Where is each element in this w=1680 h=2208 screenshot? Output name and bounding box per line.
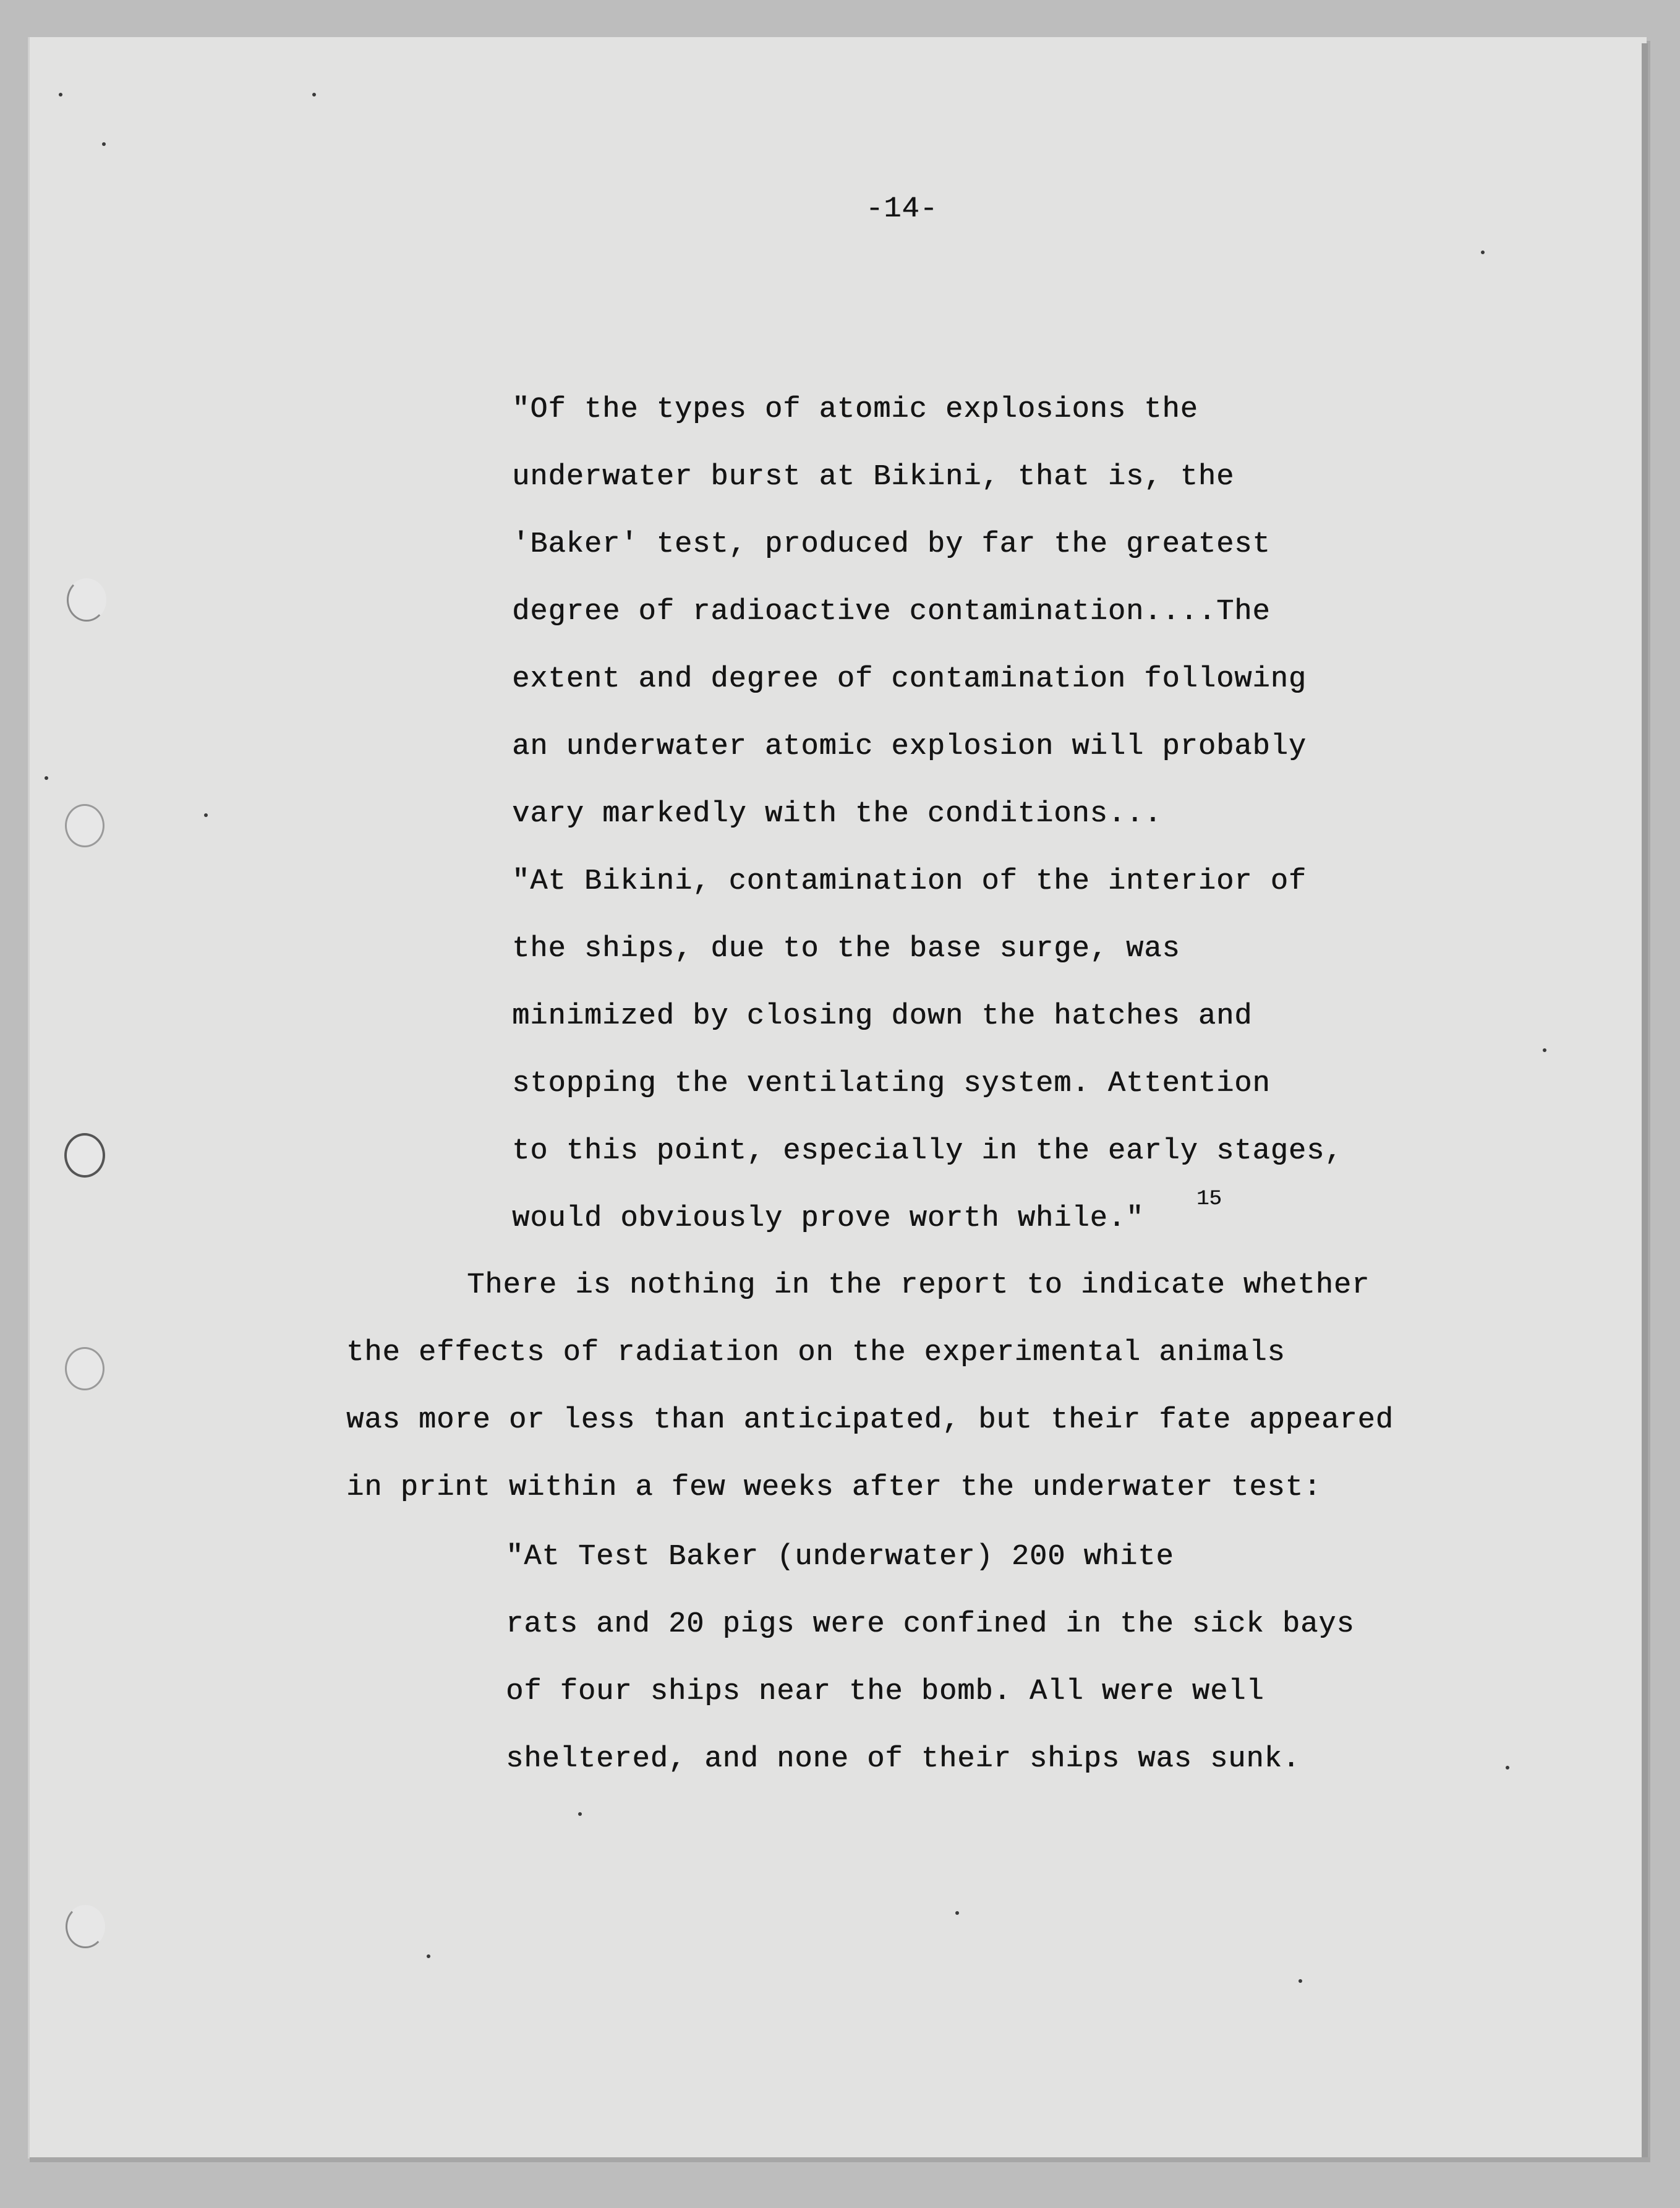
quote-line: an underwater atomic explosion will probably [512, 730, 1307, 763]
footnote-reference: 15 [1196, 1187, 1222, 1211]
quote-line: the ships, due to the base surge, was [512, 933, 1180, 965]
binder-hole-icon [65, 804, 104, 847]
paragraph-line: the effects of radiation on the experimental animals [346, 1337, 1286, 1369]
scan-speck [955, 1911, 959, 1915]
quote-line: sheltered, and none of their ships was sunk. [506, 1743, 1301, 1776]
scan-speck [1506, 1766, 1509, 1769]
quote-line: "At Test Baker (underwater) 200 white [506, 1541, 1174, 1573]
scan-speck [45, 776, 48, 780]
scan-speck [102, 142, 106, 146]
binder-hole-icon [65, 1347, 104, 1390]
paragraph-line: There is nothing in the report to indicate whether [467, 1269, 1370, 1302]
quote-line: underwater burst at Bikini, that is, the [512, 461, 1235, 494]
scan-speck [59, 93, 62, 96]
quote-line: "Of the types of atomic explosions the [512, 393, 1198, 426]
quote-line: 'Baker' test, produced by far the greatest [512, 528, 1271, 561]
scan-speck [427, 1954, 430, 1958]
quote-line: minimized by closing down the hatches and [512, 1000, 1253, 1033]
quote-line: degree of radioactive contamination....The [512, 596, 1271, 628]
paragraph-line: was more or less than anticipated, but their fate appeared [346, 1404, 1394, 1437]
quote-line: to this point, especially in the early stages, [512, 1135, 1343, 1168]
binder-hole-icon [64, 1133, 105, 1178]
paragraph-line: in print within a few weeks after the underwater test: [346, 1471, 1322, 1504]
scan-speck [204, 813, 208, 817]
quote-line: would obviously prove worth while." [512, 1202, 1145, 1235]
scan-speck [1481, 250, 1485, 254]
scan-speck [1543, 1048, 1546, 1052]
binder-hole-icon [66, 1905, 105, 1948]
scan-speck [1298, 1979, 1302, 1983]
quote-line: vary markedly with the conditions... [512, 798, 1162, 831]
page-number: -14- [866, 193, 938, 226]
scan-speck [578, 1812, 582, 1816]
quote-line: extent and degree of contamination following [512, 663, 1307, 696]
page-edge-right [1642, 43, 1648, 2159]
scan-speck [312, 93, 316, 96]
quote-line: stopping the ventilating system. Attention [512, 1068, 1271, 1100]
binder-hole-icon [67, 578, 106, 622]
quote-line: rats and 20 pigs were confined in the sick bays [506, 1608, 1355, 1641]
quote-line: of four ships near the bomb. All were well [506, 1675, 1264, 1708]
page-edge-bottom [30, 2157, 1650, 2162]
quote-line: "At Bikini, contamination of the interior of [512, 865, 1307, 898]
